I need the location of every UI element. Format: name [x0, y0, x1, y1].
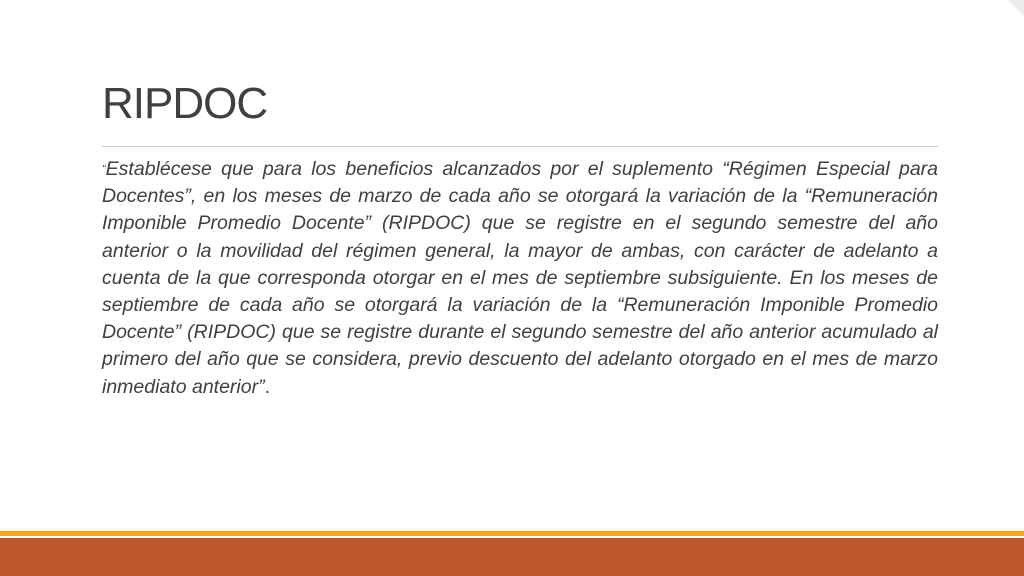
- slide-title: RIPDOC: [102, 79, 268, 128]
- closing-period: .: [264, 375, 271, 398]
- slide-body-text: [102, 156, 938, 401]
- body-paragraph: Establécese que para los beneficios alcanzados por el suplemento “Régimen Especial para Docentes”, en los meses de marzo de cada año se otorgará la variación de la “Remuneración Imponible Promedio Docente” (RIPDOC) que se registre en el segundo semestre del año anterior o la movilidad del régimen general, la mayor de ambas, con carácter de adelanto a cuenta de la que corresponda otorgar en el mes de septiembre subsiguiente. En los meses de septiembre de cada año se otorgará la variación de la “Remuneración Imponible Promedio Docente” (RIPDOC) que se registre durante el segundo semestre del año anterior acumulado al primero del año que se considera, previo descuento del adelanto otorgado en el mes de marzo inmediato anterior”: [102, 158, 938, 398]
- footer-accent-bar-thick: [0, 538, 1024, 576]
- title-divider: [102, 146, 938, 147]
- footer-accent-bar-thin: [0, 531, 1024, 536]
- opening-quote-mark: “: [102, 163, 106, 175]
- corner-fold-decoration: [1008, 0, 1024, 16]
